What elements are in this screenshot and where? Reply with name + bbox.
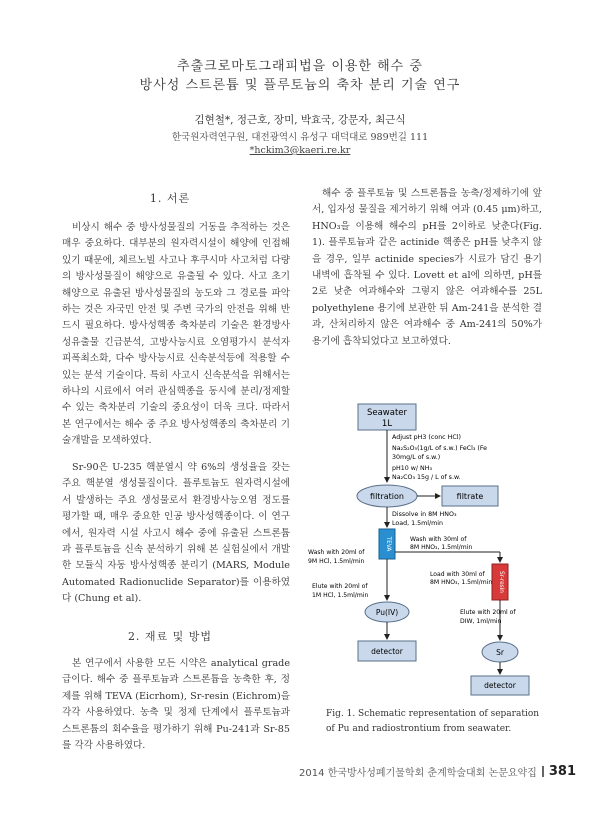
wash-hcl-1: Wash with 20ml of bbox=[308, 549, 365, 556]
seawater-label: Seawater bbox=[366, 408, 408, 418]
paper-title-line2: 방사성 스트론튬 및 플루토늄의 축차 분리 기술 연구 bbox=[139, 78, 461, 93]
elute-pu-1: Elute with 20ml of bbox=[312, 583, 368, 590]
load-sr-1: Load with 30ml of bbox=[430, 571, 485, 578]
wash-hcl-2: 9M HCl, 1.5ml/min bbox=[308, 558, 365, 565]
section-heading-intro: 1. 서론 bbox=[149, 192, 191, 205]
detector-label-pu: detector bbox=[371, 647, 403, 656]
pu-label: Pu(IV) bbox=[375, 608, 399, 617]
sr-label: Sr bbox=[496, 648, 504, 657]
intro-paragraph-2-text: Sr-90은 U-235 핵분열시 약 6%의 생성율을 갖는 주요 핵분열 생성물질이다. 플루토늄도 원자력시설에서 발생하는 주요 생성물로서 환경방사능오염 정도를 평가할 때, 매우 중요한 인공 방사성핵종이다. 이 연구에서, 원자력 시설 사고시 해수 중에 유출된 스트론튬과 플루토늄을 신속 분석하기 위해 본 실험실에서 개발한 모듈식 자동 방사성핵종 분리기 (MARS, Module Automated Radionuclide Separator)를 이용하였다 (Chung et al). bbox=[62, 462, 290, 605]
dissolve-step-1: Dissolve in 8M HNO₃ bbox=[392, 511, 457, 518]
section-heading-methods: 2. 재료 및 방법 bbox=[127, 630, 213, 643]
step-reagents-2: 30mg/L of s.w.) bbox=[392, 454, 441, 461]
contact-email[interactable]: *hckim3@kaeri.re.kr bbox=[249, 145, 351, 156]
intro-paragraph-1 bbox=[62, 220, 290, 450]
methods-paragraph-1 bbox=[62, 656, 290, 754]
right-paragraph-1 bbox=[312, 186, 542, 350]
step-adjust-ph: Adjust pH3 (conc HCl) bbox=[392, 434, 461, 441]
dissolve-step-2: Load, 1.5ml/min bbox=[392, 520, 444, 527]
page-number: 381 bbox=[548, 764, 576, 779]
step-carbonate: Na₂CO₃ 15g / L of s.w. bbox=[392, 474, 461, 481]
elute-sr-1: Elute with 20ml of bbox=[460, 609, 516, 616]
sr-resin-label: Sr-resin bbox=[498, 571, 504, 593]
load-sr-2: 8M HNO₃, 1.5ml/min bbox=[430, 579, 493, 586]
detector-label-sr: detector bbox=[484, 681, 516, 690]
figure-caption: Fig. 1. Schematic representation of separation of Pu and radiostrontium from seawater. bbox=[326, 709, 540, 734]
author-list: 김현철*, 정근호, 장미, 박효국, 강문자, 최근식 bbox=[194, 114, 406, 126]
step-reagents: Na₂S₂O₅(1g/L of s.w.) FeCl₃ (Fe bbox=[392, 445, 488, 452]
teva-label: TEVA bbox=[385, 536, 391, 552]
wash-hno3-1: Wash with 30ml of bbox=[410, 536, 467, 543]
elute-sr-2: DIW, 1ml/min bbox=[460, 618, 502, 625]
affiliation: 한국원자력연구원, 대전광역시 유성구 대덕대로 989번길 111 bbox=[171, 132, 429, 143]
filtration-label: filtration bbox=[370, 492, 404, 501]
footer-divider bbox=[542, 766, 544, 777]
intro-paragraph-2 bbox=[62, 460, 290, 608]
right-paragraph-1-text: 해수 중 플루토늄 및 스트론튬을 농축/정제하기에 앞서, 입자성 물질을 제거하기 위해 여과 (0.45 μm)하고, HNO₃을 이용해 해수의 pH를 2이하로 낮춘다(Fig. 1). 플루토늄과 같은 actinide 핵종은 pH를 낮추지 않을 경우, 일부 actinide species가 시료가 담긴 용기 내벽에 흡착될 수 있다. Lovett et al에 의하면, pH를 2로 낮춘 여과해수와 그렇지 않은 여과해수를 25L polyethylene 용기에 보관한 뒤 Am-241을 분석한 결과, 산처리하지 않은 여과해수 중 Am-241의 50%가 용기에 흡착되었다고 보고하였다. bbox=[312, 188, 542, 347]
intro-paragraph-1-text: 비상시 해수 중 방사성물질의 거동을 추적하는 것은 매우 중요하다. 대부분의 원자력시설이 해양에 인접해 있기 때문에, 체르노빌 사고나 후쿠시마 사고처럼 다량의 방사성물질이 해양으로 유출될 수 있다. 사고 초기 해양으로 유출된 방사성물질의 농도와 그 경로를 파악하는 것은 자국민 안전 및 주변 국가의 안전을 위해 반드시 필요하다. 방사성핵종 축차분리 기술은 환경방사성유출물 긴급분석, 고방사능시료 오염평가시 분석자 피폭최소화, 다수 방사능시료 신속분석등에 적용할 수 있는 분석 기술이다. 특히 사고시 신속분석을 위해서는 하나의 시료에서 여러 관심핵종을 동시에 분리/정제할 수 있는 축차분리 기술의 중요성이 더욱 크다. 따라서 본 연구에서는 해수 중 주요 방사성핵종의 축차분리 기술개발을 모색하였다. bbox=[62, 222, 290, 447]
elute-pu-2: 1M HCl, 1.5ml/min bbox=[312, 592, 369, 599]
wash-hno3-2: 8M HNO₃, 1.5ml/min bbox=[410, 544, 473, 551]
step-ph10: pH10 w/ NH₃ bbox=[392, 465, 432, 472]
separation-flowchart bbox=[300, 402, 550, 697]
page-footer bbox=[299, 764, 576, 779]
paper-title-line1: 추출크로마토그래피법을 이용한 해수 중 bbox=[177, 59, 423, 74]
filtrate-label: filtrate bbox=[456, 492, 484, 501]
methods-paragraph-1-text: 본 연구에서 사용한 모든 시약은 analytical grade급이다. 해수 중 플루토늄과 스트론튬을 농축한 후, 정제를 위해 TEVA (Eicrhom), Sr-resin (Eichrom)을 각각 사용하였다. 농축 및 정제 단계에서 플루토늄과 스트론튬의 회수율을 평가하기 위해 Pu-241과 Sr-85를 각각 사용하였다. bbox=[62, 658, 290, 752]
proceedings-title: 2014 한국방사성폐기물학회 춘계학술대회 논문요약집 bbox=[299, 768, 537, 779]
seawater-volume: 1L bbox=[381, 419, 393, 429]
